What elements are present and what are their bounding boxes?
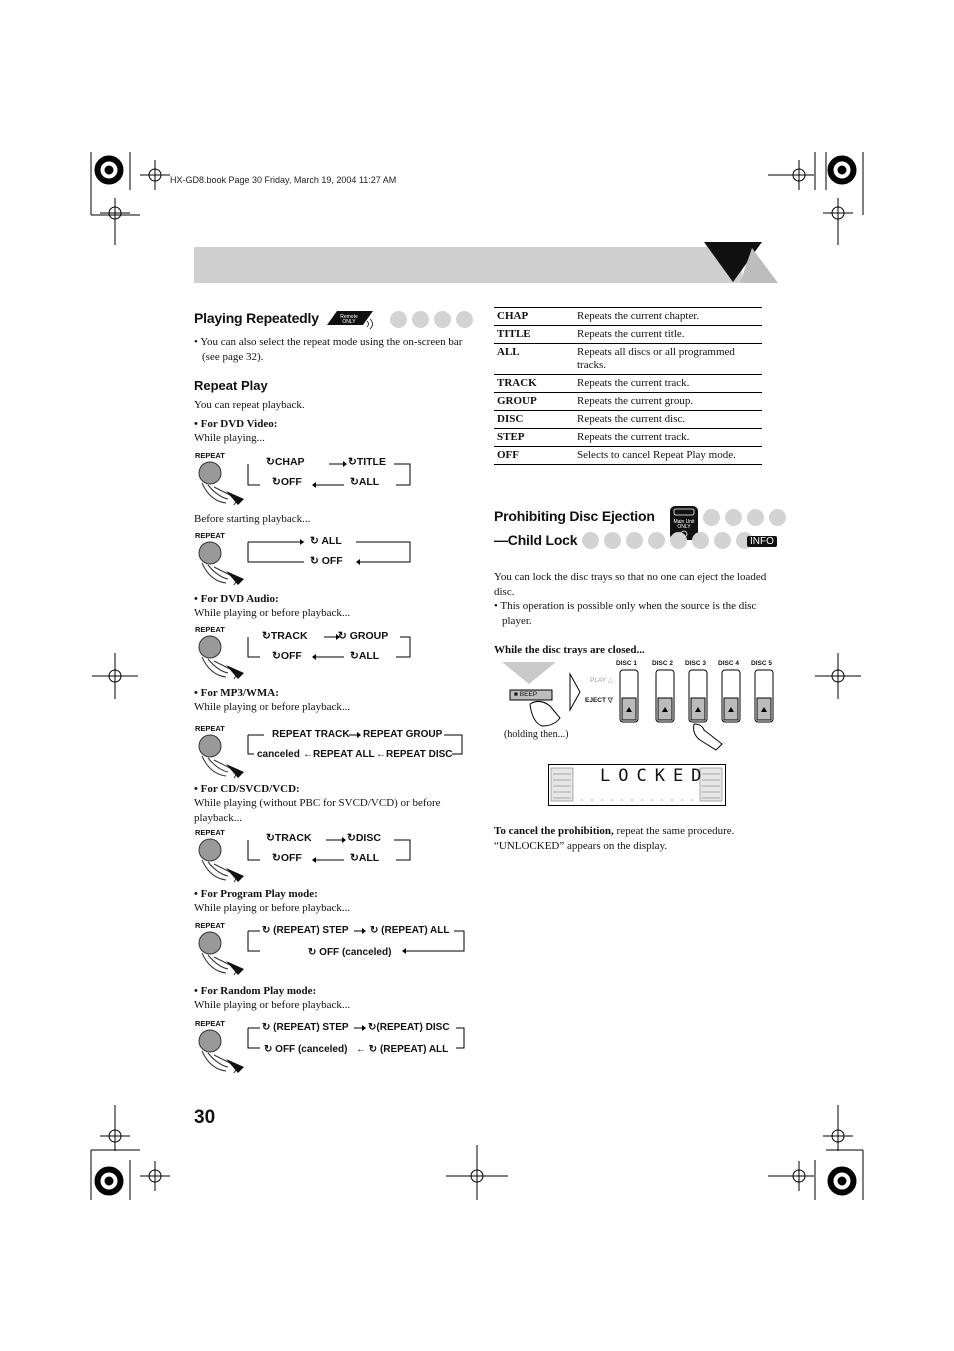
section-title-child-lock-line2: —Child Lock <box>494 532 578 548</box>
dvd-video-cond2: Before starting playback... <box>194 513 311 525</box>
mode-key: ALL <box>494 344 574 375</box>
remote-only-icon <box>323 307 379 329</box>
svg-text:Main Unit: Main Unit <box>673 519 695 525</box>
mode-repeat-all: ↻ (REPEAT) ALL <box>370 925 450 936</box>
section-triangle-icon <box>700 240 780 285</box>
repeat-play-subtitle: Repeat Play <box>194 378 268 393</box>
mode-title: ↻TITLE <box>348 456 386 468</box>
mode-off: ↻OFF <box>272 852 302 864</box>
mode-disc: ↻DISC <box>347 832 381 844</box>
mode-off-canceled: ↻ OFF (canceled) <box>308 947 392 958</box>
mode-off-pre: ↻ OFF <box>310 555 343 567</box>
disc-tray-buttons <box>616 668 776 752</box>
mode-description: Repeats the current track. <box>574 429 762 447</box>
dvd-audio-cond: While playing or before playback... <box>194 607 351 619</box>
repeat-button-label: REPEAT <box>195 921 225 930</box>
mode-all: ↻ALL <box>350 476 380 488</box>
mode-off: ↻OFF <box>272 650 302 662</box>
mode-repeat-step: ↻ (REPEAT) STEP <box>262 925 349 936</box>
section-title-playing-repeatedly: Playing Repeatedly <box>194 310 319 326</box>
title-dots <box>703 509 791 531</box>
title-dots <box>390 311 478 333</box>
mode-description: Repeats the current disc. <box>574 411 762 429</box>
mode-off-canceled: ↻ OFF (canceled) <box>264 1044 348 1055</box>
table-row <box>494 344 762 375</box>
beep-button-label: ■ BEEP <box>514 691 538 698</box>
repeat-button-label: REPEAT <box>195 451 225 460</box>
mode-key: DISC <box>494 411 574 429</box>
mode-description: Repeats the current chapter. <box>574 308 762 326</box>
program-cond: While playing or before playback... <box>194 902 351 914</box>
mode-repeat-step: ↻ (REPEAT) STEP <box>262 1022 349 1033</box>
mode-track: ↻TRACK <box>262 630 308 642</box>
dvd-video-cond: While playing... <box>194 432 265 444</box>
repeat-modes-table <box>494 307 762 465</box>
repeat-button-label: REPEAT <box>195 828 225 837</box>
holding-label: (holding then...) <box>504 729 569 740</box>
svg-text:ONLY: ONLY <box>342 319 356 325</box>
random-cond: While playing or before playback... <box>194 999 351 1011</box>
program-label: • For Program Play mode: <box>194 888 318 900</box>
unlocked-note: “UNLOCKED” appears on the display. <box>494 840 668 852</box>
mode-repeat-track: REPEAT TRACK <box>272 729 350 740</box>
table-row <box>494 447 762 465</box>
svg-text:ONLY: ONLY <box>677 524 691 530</box>
mode-chap: ↻CHAP <box>266 456 305 468</box>
mode-track: ↻TRACK <box>266 832 312 844</box>
mode-all-pre: ↻ ALL <box>310 535 342 547</box>
info-badge: INFO <box>747 536 777 547</box>
repeat-button-label: REPEAT <box>195 531 225 540</box>
child-lock-p1: You can lock the disc trays so that no one can eject the loaded disc. <box>494 571 767 598</box>
cd-label: • For CD/SVCD/VCD: <box>194 783 300 795</box>
svg-text:Remote: Remote <box>340 314 358 320</box>
disc-5-label: DISC 5 <box>751 660 772 667</box>
repeat-intro-text: You can repeat playback. <box>194 399 305 411</box>
dvd-audio-label: • For DVD Audio: <box>194 593 279 605</box>
random-label: • For Random Play mode: <box>194 985 317 997</box>
mp3-cond: While playing or before playback... <box>194 701 351 713</box>
table-row <box>494 393 762 411</box>
disc-4-label: DISC 4 <box>718 660 739 667</box>
mode-repeat-all: ← ↻ (REPEAT) ALL <box>356 1044 449 1055</box>
mode-group: ↻ GROUP <box>338 630 389 642</box>
repeat-button-label: REPEAT <box>195 724 225 733</box>
mode-key: GROUP <box>494 393 574 411</box>
mode-key: TITLE <box>494 326 574 344</box>
mode-canceled: canceled <box>257 749 300 760</box>
mp3-label: • For MP3/WMA: <box>194 687 279 699</box>
mode-repeat-group: REPEAT GROUP <box>363 729 443 740</box>
cancel-instruction: To cancel the prohibition, repeat the same procedure. <box>494 825 735 837</box>
mode-repeat-disc: ←REPEAT DISC <box>376 749 453 760</box>
display-locked-text: LOCKED <box>600 766 710 786</box>
eject-label: EJECT ▽ <box>585 697 613 704</box>
repeat-button-label: REPEAT <box>195 625 225 634</box>
print-header: HX-GD8.book Page 30 Friday, March 19, 2004 11:27 AM <box>170 175 397 185</box>
mode-key: OFF <box>494 447 574 465</box>
mode-all: ↻ALL <box>350 650 380 662</box>
section-title-child-lock: Prohibiting Disc Ejection <box>494 508 655 524</box>
disc-3-label: DISC 3 <box>685 660 706 667</box>
table-row <box>494 411 762 429</box>
cd-cond: While playing (without PBC for SVCD/VCD) or before playback... <box>194 797 441 824</box>
mode-key: TRACK <box>494 375 574 393</box>
play-label: PLAY △ <box>590 677 613 684</box>
repeat-button-label: REPEAT <box>195 1019 225 1028</box>
table-row <box>494 308 762 326</box>
disc-1-label: DISC 1 <box>616 660 637 667</box>
mode-description: Repeats the current title. <box>574 326 762 344</box>
title-dots-line2 <box>582 532 758 554</box>
table-row <box>494 375 762 393</box>
mode-key: CHAP <box>494 308 574 326</box>
section-band <box>194 247 742 283</box>
dvd-video-label: • For DVD Video: <box>194 418 278 430</box>
mode-off: ↻OFF <box>272 476 302 488</box>
mode-repeat-all: ←REPEAT ALL <box>303 749 375 760</box>
chevron-right-icon <box>568 672 584 712</box>
table-row <box>494 429 762 447</box>
mode-description: Repeats all discs or all programmed tracks. <box>574 344 762 375</box>
mode-key: STEP <box>494 429 574 447</box>
mode-description: Repeats the current group. <box>574 393 762 411</box>
child-lock-p2: • This operation is possible only when the source is the disc player. <box>494 600 757 627</box>
mode-description: Selects to cancel Repeat Play mode. <box>574 447 762 465</box>
mode-repeat-disc: ↻(REPEAT) DISC <box>368 1022 450 1033</box>
trays-closed-label: While the disc trays are closed... <box>494 644 645 656</box>
mode-all: ↻ALL <box>350 852 380 864</box>
repeat-intro-bullet: • You can also select the repeat mode using the on-screen bar (see page 32). <box>194 336 463 363</box>
mode-description: Repeats the current track. <box>574 375 762 393</box>
disc-2-label: DISC 2 <box>652 660 673 667</box>
page-number: 30 <box>194 1107 216 1128</box>
table-row <box>494 326 762 344</box>
